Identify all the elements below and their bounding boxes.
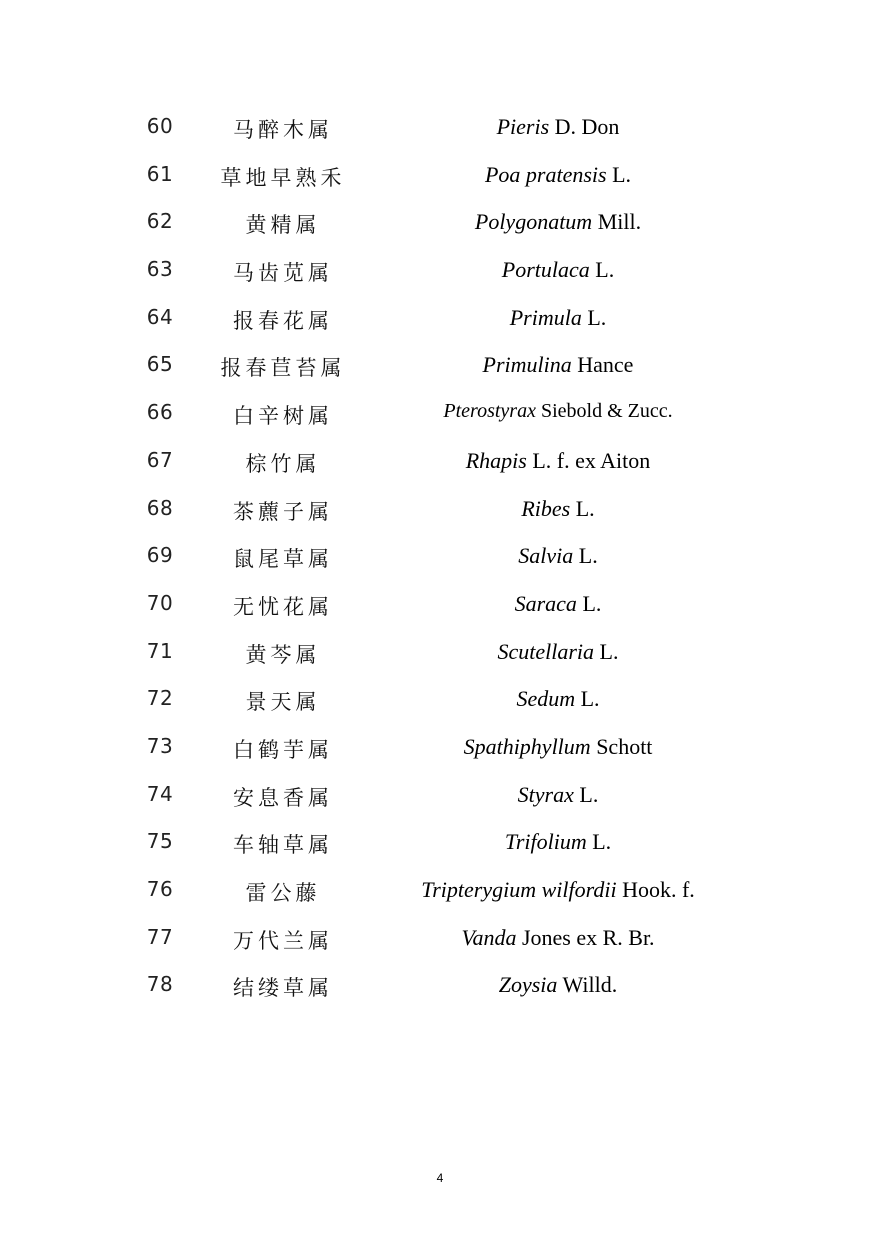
author-citation: L. xyxy=(575,686,600,712)
row-number: 61 xyxy=(146,161,174,186)
chinese-name: 马醉木属 xyxy=(233,118,333,142)
row-number: 73 xyxy=(146,733,174,758)
genus-name: Vanda xyxy=(461,924,517,950)
scientific-name xyxy=(368,543,748,569)
chinese-name: 茶藨子属 xyxy=(233,499,333,524)
author-citation: L. xyxy=(594,638,619,664)
scientific-name xyxy=(368,925,748,951)
scientific-name xyxy=(368,496,748,522)
chinese-name: 棕竹属 xyxy=(245,451,321,476)
chinese-name: 白辛树属 xyxy=(233,404,333,429)
row-number: 66 xyxy=(146,400,174,425)
species-list xyxy=(0,104,880,1010)
scientific-name xyxy=(368,591,748,617)
chinese-name: 无忧花属 xyxy=(233,594,333,619)
row-number: 76 xyxy=(146,877,174,901)
author-citation: Mill. xyxy=(592,209,642,235)
list-item xyxy=(0,915,880,963)
chinese-name: 报春苣苔属 xyxy=(220,356,346,381)
list-item xyxy=(0,581,880,629)
list-item xyxy=(0,104,880,152)
genus-name: Styrax xyxy=(517,781,574,807)
list-item xyxy=(0,533,880,581)
genus-name: Pterostyrax xyxy=(443,400,536,423)
row-number: 72 xyxy=(146,686,174,711)
list-item xyxy=(0,438,880,486)
list-item xyxy=(0,819,880,867)
chinese-name: 鼠尾草属 xyxy=(233,547,333,572)
row-number: 70 xyxy=(146,590,174,615)
scientific-name xyxy=(368,734,748,760)
page-number: 4 xyxy=(436,1171,444,1185)
author-citation: L. xyxy=(576,590,602,616)
list-item xyxy=(0,724,880,772)
chinese-name: 万代兰属 xyxy=(233,928,333,953)
row-number: 75 xyxy=(146,829,174,854)
genus-name: Primula xyxy=(509,304,582,330)
scientific-name xyxy=(368,257,748,283)
row-number: 77 xyxy=(146,924,174,949)
list-item xyxy=(0,199,880,247)
genus-name: Polygonatum xyxy=(474,209,593,235)
row-number: 71 xyxy=(146,638,174,663)
author-citation: L. xyxy=(606,161,632,187)
author-citation: Schott xyxy=(590,733,653,759)
scientific-name xyxy=(368,114,748,140)
scientific-name xyxy=(368,352,748,378)
scientific-name xyxy=(368,209,748,235)
author-citation: L. xyxy=(589,257,615,283)
genus-name: Saraca xyxy=(514,590,577,616)
genus-name: Ribes xyxy=(521,495,571,521)
author-citation: Jones ex R. Br. xyxy=(516,924,655,950)
chinese-name: 马齿苋属 xyxy=(233,261,333,286)
genus-name: Portulaca xyxy=(501,257,590,283)
list-item xyxy=(0,676,880,724)
author-citation: Hook. f. xyxy=(616,877,695,902)
row-number: 64 xyxy=(146,304,174,329)
scientific-name xyxy=(368,162,748,188)
genus-name: Pieris xyxy=(496,114,550,139)
author-citation: Willd. xyxy=(557,972,618,998)
scientific-name xyxy=(368,448,748,474)
row-number: 68 xyxy=(146,495,174,520)
scientific-name xyxy=(368,972,748,998)
chinese-name: 白鹤芋属 xyxy=(233,737,333,762)
row-number: 74 xyxy=(146,781,174,806)
row-number: 63 xyxy=(146,257,174,282)
list-item xyxy=(0,295,880,343)
scientific-name xyxy=(368,305,748,331)
row-number: 78 xyxy=(146,972,174,997)
genus-name: Zoysia xyxy=(498,972,558,998)
chinese-name: 黄芩属 xyxy=(245,642,321,667)
scientific-name xyxy=(368,400,748,423)
author-citation: Siebold & Zucc. xyxy=(535,400,673,423)
list-item xyxy=(0,342,880,390)
chinese-name: 报春花属 xyxy=(233,308,333,333)
row-number: 60 xyxy=(146,114,174,138)
author-citation: Hance xyxy=(571,352,634,378)
genus-name: Sedum xyxy=(516,686,576,712)
chinese-name: 黄精属 xyxy=(245,213,321,238)
scientific-name xyxy=(368,829,748,855)
genus-name: Scutellaria xyxy=(497,638,595,664)
author-citation: L. xyxy=(570,495,595,521)
genus-name: Trifolium xyxy=(504,829,587,855)
scientific-name xyxy=(368,877,748,903)
list-item xyxy=(0,629,880,677)
genus-name: Poa pratensis xyxy=(484,161,607,187)
row-number: 62 xyxy=(146,209,174,234)
list-item xyxy=(0,772,880,820)
genus-name: Tripterygium wilfordii xyxy=(421,877,617,902)
genus-name: Spathiphyllum xyxy=(463,733,591,759)
chinese-name: 结缕草属 xyxy=(233,976,333,1001)
chinese-name: 雷公藤 xyxy=(245,881,321,905)
author-citation: L. xyxy=(586,829,612,855)
scientific-name xyxy=(368,639,748,665)
author-citation: L. xyxy=(581,304,607,330)
author-citation: D. Don xyxy=(549,114,620,139)
row-number: 69 xyxy=(146,543,174,568)
list-item xyxy=(0,247,880,295)
scientific-name xyxy=(368,686,748,712)
scientific-name xyxy=(368,782,748,808)
chinese-name: 车轴草属 xyxy=(233,833,333,858)
row-number: 65 xyxy=(146,352,174,377)
chinese-name: 草地早熟禾 xyxy=(220,165,346,190)
list-item xyxy=(0,486,880,534)
list-item xyxy=(0,962,880,1010)
genus-name: Salvia xyxy=(518,543,574,569)
row-number: 67 xyxy=(146,447,174,472)
chinese-name: 景天属 xyxy=(245,690,321,715)
list-item xyxy=(0,390,880,438)
chinese-name: 安息香属 xyxy=(233,785,333,810)
list-item xyxy=(0,867,880,915)
author-citation: L. xyxy=(573,781,599,807)
author-citation: L. xyxy=(573,543,598,569)
list-item xyxy=(0,152,880,200)
genus-name: Rhapis xyxy=(465,447,527,473)
genus-name: Primulina xyxy=(482,352,572,378)
author-citation: L. f. ex Aiton xyxy=(526,447,651,473)
